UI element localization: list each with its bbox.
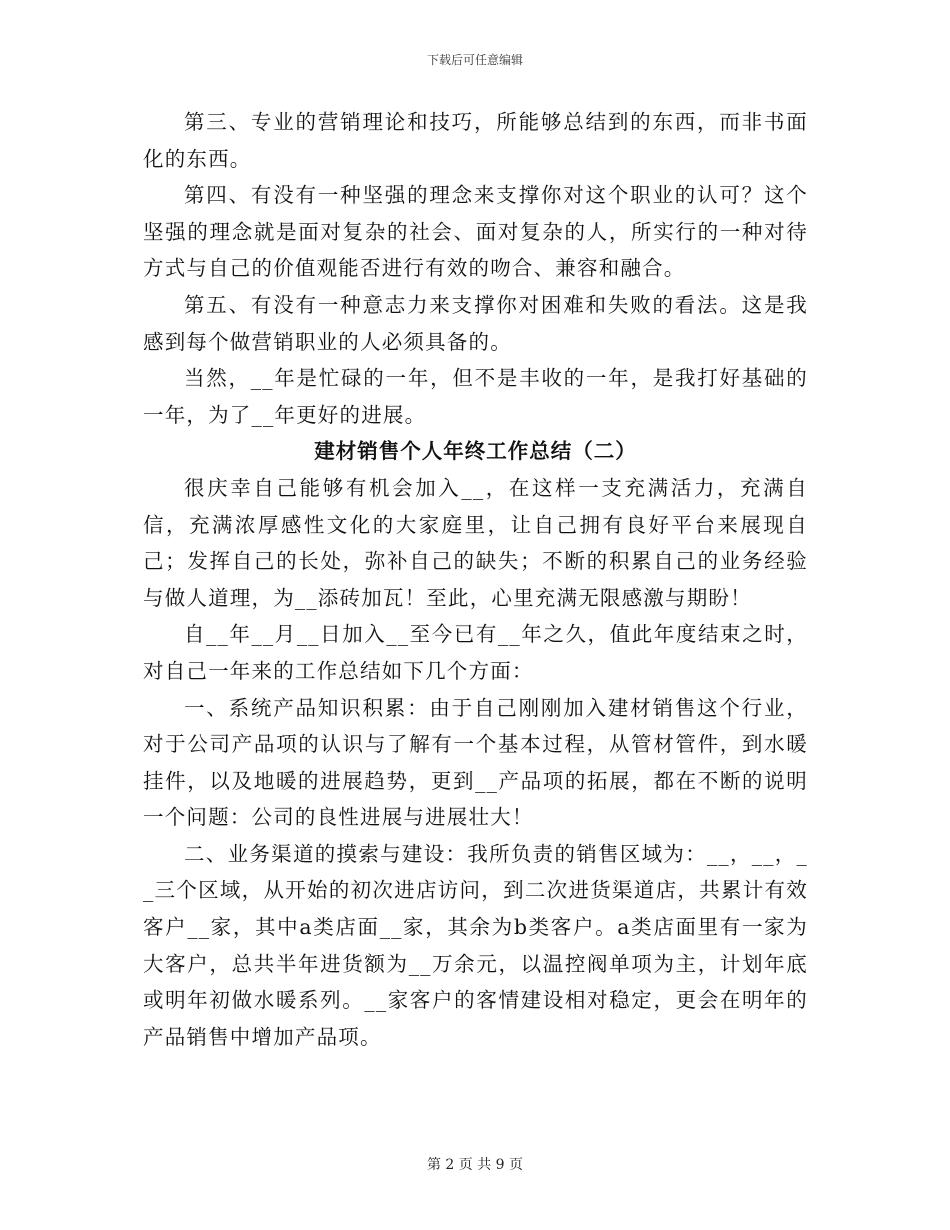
paragraph-4: 第四、有没有一种坚强的理念来支撑你对这个职业的认可？这个坚强的理念就是面对复杂的社会、面对复杂的人，所实行的一种对待方式与自己的价值观能否进行有效的吻合、兼容和融合。 — [143, 183, 808, 281]
document-body — [143, 104, 808, 1055]
paragraph-conclusion: 当然，__年是忙碌的一年，但不是丰收的一年，是我打好基础的一年，为了__年更好的进展。 — [143, 366, 808, 427]
page-header: 下载后可任意编辑 — [426, 53, 523, 67]
paragraph-intro: 很庆幸自己能够有机会加入__，在这样一支充满活力，充满自信，充满浓厚感性文化的大家庭里，让自己拥有良好平台来展现自己；发挥自己的长处，弥补自己的缺失；不断的积累自己的业务经验与做人道理，为__添砖加瓦！至此，心里充满无限感激与期盼！ — [143, 475, 808, 610]
paragraph-business-channels: 二、业务渠道的摸索与建设：我所负责的销售区域为：__，__，__三个区域，从开始的初次进店访问，到二次进货渠道店，共累计有效客户__家，其中a类店面__家，其余为b类客户。a类店面里有一家为大客户，总共半年进货额为__万余元，以温控阀单项为主，计划年底或明年初做水暖系列。__家客户的客情建设相对稳定，更会在明年的产品销售中增加产品项。 — [143, 841, 808, 1049]
paragraph-5: 第五、有没有一种意志力来支撑你对困难和失败的看法。这是我感到每个做营销职业的人必须具备的。 — [143, 292, 808, 354]
paragraph-product-knowledge: 一、系统产品知识积累：由于自己刚刚加入建材销售这个行业，对于公司产品项的认识与了解有一个基本过程，从管材管件，到水暖挂件，以及地暖的进展趋势，更到__产品项的拓展，都在不断的说明一个问题：公司的良性进展与进展壮大！ — [143, 695, 808, 830]
page-footer: 第 2 页 共 9 页 — [426, 1157, 524, 1173]
section-title: 建材销售个人年终工作总结（二） — [314, 439, 637, 464]
paragraph-join-date: 自__年__月__日加入__至今已有__年之久，值此年度结束之时，对自己一年来的工作总结如下几个方面： — [143, 622, 808, 683]
paragraph-3: 第三、专业的营销理论和技巧，所能够总结到的东西，而非书面化的东西。 — [143, 110, 808, 171]
